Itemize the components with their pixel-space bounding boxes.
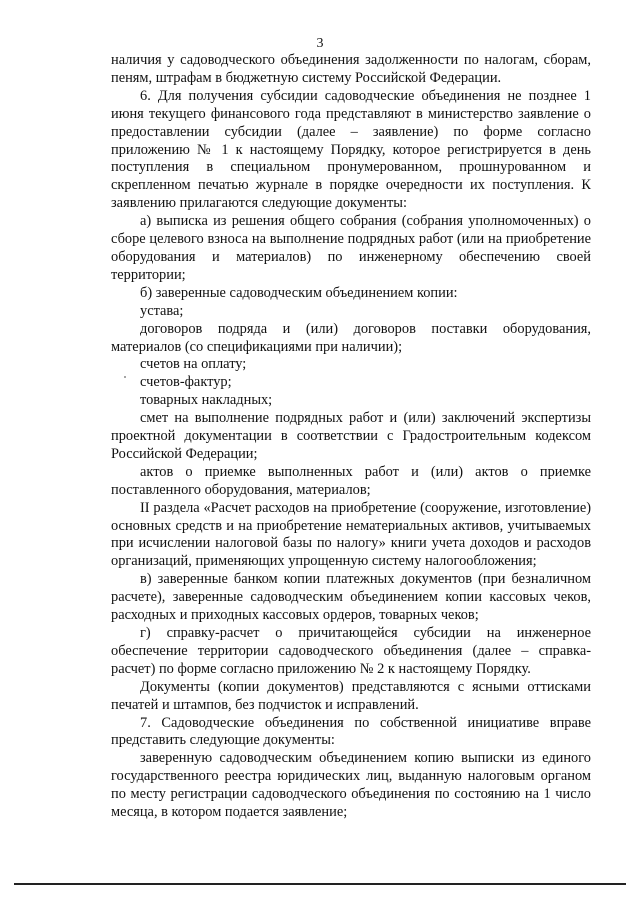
- paragraph: г) справку-расчет о причитающейся субсидии на инженерное обеспечение территории садоводческого объединения (далее – справка-расчет) по форме согласно приложению № 2 к настоящему Порядку.: [111, 625, 591, 677]
- paragraph: устава;: [140, 302, 184, 319]
- paragraph: 7. Садоводческие объединения по собственной инициативе вправе представить следующие документы:: [111, 714, 591, 749]
- paragraph: счетов на оплату;: [140, 356, 247, 373]
- scan-speck: [124, 376, 126, 378]
- paragraph: II раздела «Расчет расходов на приобретение (сооружение, изготовление) основных средств и на приобретение нематериальных активов, учитываемых при исчислении налоговой базы по налогу» книги учета доходов и расходов организаций, применяющих упрощенную систему налогообложения;: [111, 499, 591, 570]
- paragraph: договоров подряда и (или) договоров поставки оборудования, материалов (со спецификациями при наличии);: [111, 320, 591, 355]
- paragraph: счетов-фактур;: [140, 374, 232, 391]
- paragraph: Документы (копии документов) представляются с ясными оттисками печатей и штампов, без подчисток и исправлений.: [111, 678, 591, 713]
- page-number: 3: [316, 36, 324, 51]
- paragraph: 6. Для получения субсидии садоводческие объединения не позднее 1 июня текущего финансового года представляют в министерство заявление о предоставлении субсидии (далее – заявление) по форме согласно приложению № 1 к настоящему Порядку, которое регистрируется в день поступления в специальном пронумерованном, прошнурованном и скрепленном печатью журнале в порядке очередности их поступления. К заявлению прилагаются следующие документы:: [111, 87, 591, 212]
- document-body: [111, 52, 591, 822]
- paragraph: товарных накладных;: [140, 392, 273, 409]
- paragraph: наличия у садоводческого объединения задолженности по налогам, сборам, пеням, штрафам в бюджетную систему Российской Федерации.: [111, 52, 591, 86]
- paragraph: смет на выполнение подрядных работ и (или) заключений экспертизы проектной документации в соответствии с Градостроительным кодексом Российской Федерации;: [111, 410, 591, 462]
- paragraph: а) выписка из решения общего собрания (собрания уполномоченных) о сборе целевого взноса на выполнение подрядных работ (или на приобретение оборудования и материалов) по инженерному обеспечению своей территории;: [111, 213, 591, 283]
- bottom-rule: [14, 883, 626, 885]
- paragraph: б) заверенные садоводческим объединением копии:: [140, 284, 458, 301]
- paragraph: заверенную садоводческим объединением копию выписки из единого государственного реестра юридических лиц, выданную налоговым органом по месту регистрации садоводческого объединения по состоянию на 1 число месяца, в котором подается заявление;: [111, 750, 591, 821]
- paragraph: актов о приемке выполненных работ и (или) актов о приемке поставленного оборудования, материалов;: [111, 463, 591, 498]
- paragraph: в) заверенные банком копии платежных документов (при безналичном расчете), заверенные садоводческим объединением копии кассовых чеков, расходных и приходных кассовых ордеров, товарных чеков;: [111, 571, 591, 624]
